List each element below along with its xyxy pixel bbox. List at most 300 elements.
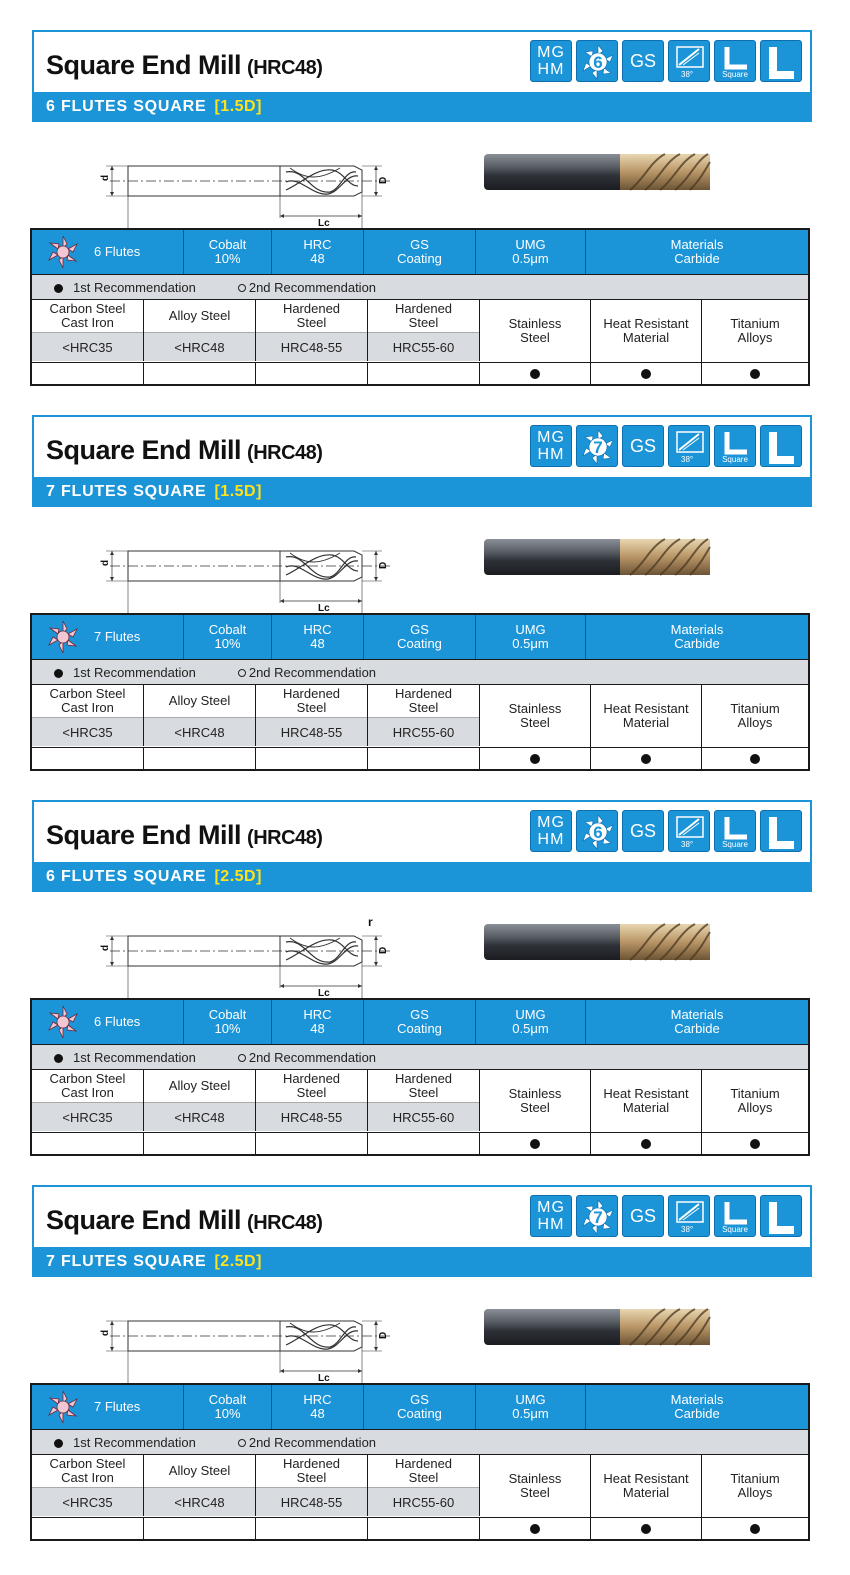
mark-hardened-1: [256, 1518, 368, 1540]
hardened1-label-2: Steel: [296, 1085, 327, 1100]
coating-value: Coating: [397, 636, 442, 651]
length-icon: [760, 810, 802, 852]
hardened2-label-1: Hardened: [394, 301, 453, 316]
cobalt-label: Cobalt: [208, 237, 247, 252]
rec2-label: 2nd Recommendation: [248, 1049, 377, 1065]
recommendation-legend: [32, 659, 808, 685]
stainless-label-1: Stainless: [508, 701, 562, 716]
product-photo: [480, 1303, 715, 1353]
hardened1-label-1: Hardened: [282, 301, 341, 316]
umg-value: 0.5μm: [512, 636, 549, 651]
dim-d: d: [100, 174, 111, 181]
spec-table: [30, 1383, 810, 1541]
titanium-label-1: Titanium: [730, 701, 780, 716]
heat-label-1: Heat Resistant: [603, 316, 689, 331]
mark-heat-resistant: [591, 748, 702, 770]
first-recommendation: [54, 1435, 196, 1450]
alloy-label: Alloy Steel: [168, 308, 231, 323]
square-end-icon: [714, 810, 756, 852]
hardened1-label-1: Hardened: [282, 686, 341, 701]
first-rec-dot-icon: [641, 754, 651, 764]
gs-coating-icon: [622, 1195, 664, 1237]
hrc-label: HRC: [303, 1007, 332, 1022]
title-text: Square End Mill: [46, 820, 242, 850]
hrc-label: HRC: [303, 622, 332, 637]
heat-label-2: Material: [622, 1100, 670, 1115]
mark-carbon: [32, 363, 144, 385]
title-hardness: (HRC48): [247, 1212, 323, 1234]
angle-label: 38°: [681, 840, 694, 849]
feature-icons: [530, 425, 802, 469]
alloy-hrc: <HRC48: [144, 332, 255, 361]
cobalt-cell: [184, 1000, 272, 1044]
second-recommendation: [238, 665, 376, 680]
material-row: [32, 1070, 808, 1132]
material-titanium: [702, 1070, 808, 1132]
technical-drawing: [90, 525, 400, 615]
length-icon: [760, 425, 802, 467]
technical-drawing: [90, 910, 400, 1000]
dim-Lc: Lc: [318, 988, 330, 999]
carbon-hrc: <HRC35: [32, 1102, 143, 1131]
material-titanium: [702, 1455, 808, 1517]
first-recommendation: [54, 280, 196, 295]
material-carbon-steel: [32, 300, 144, 361]
hardened2-label-1: Hardened: [394, 1456, 453, 1471]
second-recommendation: [238, 1435, 376, 1450]
hollow-dot-icon: [238, 1439, 246, 1447]
rec2-label: 2nd Recommendation: [248, 1434, 377, 1450]
stainless-label-1: Stainless: [508, 316, 562, 331]
alloy-hrc: <HRC48: [144, 717, 255, 746]
cobalt-value: 10%: [214, 1021, 241, 1036]
subtitle-text: 7 FLUTES SQUARE: [46, 483, 207, 500]
titanium-label-2: Alloys: [737, 330, 773, 345]
cobalt-value: 10%: [214, 636, 241, 651]
coating-value: Coating: [397, 1021, 442, 1036]
dim-r: r: [368, 915, 373, 929]
first-rec-dot-icon: [641, 369, 651, 379]
hardened2-hrc: HRC55-60: [368, 332, 479, 361]
heat-label-2: Material: [622, 715, 670, 730]
technical-drawing: [90, 1295, 400, 1385]
carbon-hrc: <HRC35: [32, 332, 143, 361]
material-hardened-steel-2: [368, 685, 480, 746]
mark-hardened-2: [368, 1518, 480, 1540]
second-recommendation: [238, 280, 376, 295]
subtitle-bar: [34, 477, 810, 507]
titanium-label-2: Alloys: [737, 1100, 773, 1115]
first-rec-dot-icon: [750, 1139, 760, 1149]
gs-label: GS: [629, 50, 656, 71]
carbon-label-1: Carbon Steel: [49, 1071, 126, 1086]
rec1-label: 1st Recommendation: [73, 664, 196, 680]
flutes-cell: [32, 1000, 184, 1044]
cobalt-cell: [184, 1385, 272, 1429]
hardened2-hrc: HRC55-60: [368, 1487, 479, 1516]
carbon-hrc: <HRC35: [32, 1487, 143, 1516]
mghm-bottom: HM: [537, 831, 565, 848]
square-label: Square: [722, 840, 748, 849]
svg-text:7: 7: [593, 438, 603, 457]
section-header: [32, 30, 812, 122]
material-alloy-steel: [144, 1455, 256, 1516]
material-stainless: [480, 300, 591, 362]
titanium-label-2: Alloys: [737, 1485, 773, 1500]
svg-text:6: 6: [593, 53, 603, 72]
spec-table: [30, 613, 810, 771]
material-stainless: [480, 685, 591, 747]
hrc-cell: [272, 1385, 364, 1429]
first-rec-dot-icon: [530, 754, 540, 764]
filled-dot-icon: [54, 284, 63, 293]
material-alloy-steel: [144, 300, 256, 361]
mark-heat-resistant: [591, 1133, 702, 1155]
umg-label: UMG: [515, 237, 546, 252]
material-row: [32, 685, 808, 747]
subtitle-bar: [34, 92, 810, 122]
cobalt-value: 10%: [214, 251, 241, 266]
rec1-label: 1st Recommendation: [73, 1434, 196, 1450]
spec-table: [30, 228, 810, 386]
material-titanium: [702, 300, 808, 362]
hardened2-label-2: Steel: [408, 700, 439, 715]
umg-label: UMG: [515, 1007, 546, 1022]
spec-header-row: [32, 1000, 808, 1044]
flutes-cell: [32, 230, 184, 274]
hardened2-label-2: Steel: [408, 315, 439, 330]
material-hardened-steel-1: [256, 1070, 368, 1131]
hrc-label: HRC: [303, 1392, 332, 1407]
dim-D: D: [378, 1331, 389, 1339]
flutes-label: 6 Flutes: [94, 1014, 141, 1029]
material-row: [32, 300, 808, 362]
cobalt-cell: [184, 230, 272, 274]
hardened1-label-2: Steel: [296, 1470, 327, 1485]
mghm-bottom: HM: [537, 61, 565, 78]
stainless-label-2: Steel: [520, 330, 550, 345]
helix-angle-icon: [668, 425, 710, 467]
gs-label: GS: [629, 435, 656, 456]
title-hardness: (HRC48): [247, 442, 323, 464]
hardened1-hrc: HRC48-55: [256, 332, 367, 361]
hardened1-label-1: Hardened: [282, 1456, 341, 1471]
heat-label-1: Heat Resistant: [603, 1471, 689, 1486]
material-hardened-steel-1: [256, 1455, 368, 1516]
hollow-dot-icon: [238, 669, 246, 677]
title-hardness: (HRC48): [247, 827, 323, 849]
recommendation-row: [32, 747, 808, 770]
material-hardened-steel-1: [256, 300, 368, 361]
umg-cell: [476, 1000, 586, 1044]
rec1-label: 1st Recommendation: [73, 279, 196, 295]
material-hardened-steel-2: [368, 300, 480, 361]
stainless-label-1: Stainless: [508, 1471, 562, 1486]
square-label: Square: [722, 455, 748, 464]
carbon-label-1: Carbon Steel: [49, 686, 126, 701]
first-rec-dot-icon: [530, 369, 540, 379]
hrc-value: 48: [310, 636, 325, 651]
dim-Lc: Lc: [318, 603, 330, 614]
helix-angle-icon: [668, 810, 710, 852]
hardened2-label-1: Hardened: [394, 1071, 453, 1086]
hardened1-label-2: Steel: [296, 315, 327, 330]
material-carbon-steel: [32, 1070, 144, 1131]
flute-count-icon: [576, 425, 618, 467]
product-section: [0, 1185, 850, 1570]
mark-stainless: [480, 363, 591, 385]
materials-cell: [586, 1000, 808, 1044]
stainless-label-1: Stainless: [508, 1086, 562, 1101]
umg-label: UMG: [515, 622, 546, 637]
material-alloy-steel: [144, 685, 256, 746]
materials-cell: [586, 230, 808, 274]
material-hardened-steel-1: [256, 685, 368, 746]
recommendation-legend: [32, 1429, 808, 1455]
mark-alloy: [144, 363, 256, 385]
umg-cell: [476, 615, 586, 659]
materials-label: Materials: [670, 1392, 724, 1407]
materials-label: Materials: [670, 237, 724, 252]
dim-Lc: Lc: [318, 218, 330, 229]
recommendation-legend: [32, 1044, 808, 1070]
helix-angle-icon: [668, 1195, 710, 1237]
gs-label: GS: [629, 1205, 656, 1226]
flutes-cell: [32, 615, 184, 659]
hrc-cell: [272, 615, 364, 659]
material-carbon-steel: [32, 685, 144, 746]
length-ratio: [2.5D]: [214, 1253, 262, 1270]
dim-d: d: [100, 559, 111, 566]
section-header: [32, 1185, 812, 1277]
subtitle-text: 7 FLUTES SQUARE: [46, 1253, 207, 1270]
alloy-label: Alloy Steel: [168, 1078, 231, 1093]
mark-hardened-1: [256, 363, 368, 385]
coating-label: GS: [410, 1007, 429, 1022]
mghm-top: MG: [537, 1199, 565, 1216]
spec-header-row: [32, 615, 808, 659]
subtitle-bar: [34, 1247, 810, 1277]
mark-hardened-2: [368, 748, 480, 770]
cobalt-cell: [184, 615, 272, 659]
spec-table: [30, 998, 810, 1156]
product-photo: [480, 148, 715, 198]
umg-value: 0.5μm: [512, 1406, 549, 1421]
carbon-label-2: Cast Iron: [61, 315, 114, 330]
mark-stainless: [480, 1518, 591, 1540]
mghm-top: MG: [537, 814, 565, 831]
product-section: [0, 415, 850, 800]
mghm-icon: [530, 40, 572, 82]
material-heat-resistant: [591, 1455, 702, 1517]
mark-carbon: [32, 1518, 144, 1540]
flutes-cross-section-icon: [46, 620, 80, 654]
alloy-hrc: <HRC48: [144, 1487, 255, 1516]
carbon-label-2: Cast Iron: [61, 1085, 114, 1100]
umg-label: UMG: [515, 1392, 546, 1407]
dim-D: D: [378, 561, 389, 569]
feature-icons: [530, 40, 802, 84]
hollow-dot-icon: [238, 284, 246, 292]
titanium-label-1: Titanium: [730, 1086, 780, 1101]
materials-cell: [586, 615, 808, 659]
mark-alloy: [144, 1518, 256, 1540]
hrc-cell: [272, 1000, 364, 1044]
flutes-cell: [32, 1385, 184, 1429]
heat-label-2: Material: [622, 1485, 670, 1500]
svg-text:6: 6: [593, 823, 603, 842]
heat-label-1: Heat Resistant: [603, 1086, 689, 1101]
flutes-cross-section-icon: [46, 1005, 80, 1039]
product-title: [46, 820, 322, 851]
dim-D: D: [378, 946, 389, 954]
feature-icons: [530, 1195, 802, 1239]
mark-carbon: [32, 748, 144, 770]
recommendation-row: [32, 362, 808, 385]
flutes-label: 7 Flutes: [94, 629, 141, 644]
hrc-cell: [272, 230, 364, 274]
carbon-hrc: <HRC35: [32, 717, 143, 746]
materials-value: Carbide: [674, 636, 720, 651]
first-rec-dot-icon: [530, 1524, 540, 1534]
mghm-top: MG: [537, 429, 565, 446]
flutes-label: 7 Flutes: [94, 1399, 141, 1414]
hrc-label: HRC: [303, 237, 332, 252]
title-text: Square End Mill: [46, 435, 242, 465]
product-photo: [480, 918, 715, 968]
mark-stainless: [480, 748, 591, 770]
hardened1-label-2: Steel: [296, 700, 327, 715]
length-ratio: [1.5D]: [214, 483, 262, 500]
gs-coating-icon: [622, 40, 664, 82]
title-text: Square End Mill: [46, 50, 242, 80]
mark-titanium: [702, 748, 808, 770]
materials-cell: [586, 1385, 808, 1429]
alloy-label: Alloy Steel: [168, 1463, 231, 1478]
flute-count-icon: [576, 1195, 618, 1237]
square-label: Square: [722, 70, 748, 79]
first-recommendation: [54, 1050, 196, 1065]
mghm-icon: [530, 810, 572, 852]
umg-value: 0.5μm: [512, 1021, 549, 1036]
rec2-label: 2nd Recommendation: [248, 664, 377, 680]
coating-cell: [364, 230, 476, 274]
carbon-label-1: Carbon Steel: [49, 301, 126, 316]
helix-angle-icon: [668, 40, 710, 82]
section-header: [32, 415, 812, 507]
product-section: [0, 800, 850, 1185]
mghm-icon: [530, 425, 572, 467]
titanium-label-2: Alloys: [737, 715, 773, 730]
materials-label: Materials: [670, 1007, 724, 1022]
filled-dot-icon: [54, 1054, 63, 1063]
heat-label-2: Material: [622, 330, 670, 345]
hrc-value: 48: [310, 1406, 325, 1421]
square-end-icon: [714, 425, 756, 467]
first-recommendation: [54, 665, 196, 680]
hardened2-label-2: Steel: [408, 1085, 439, 1100]
material-alloy-steel: [144, 1070, 256, 1131]
material-stainless: [480, 1455, 591, 1517]
product-title: [46, 50, 322, 81]
coating-cell: [364, 1385, 476, 1429]
mghm-bottom: HM: [537, 1216, 565, 1233]
hardened1-hrc: HRC48-55: [256, 1102, 367, 1131]
mark-heat-resistant: [591, 1518, 702, 1540]
hardened2-label-1: Hardened: [394, 686, 453, 701]
hrc-value: 48: [310, 251, 325, 266]
coating-label: GS: [410, 1392, 429, 1407]
coating-label: GS: [410, 622, 429, 637]
heat-label-1: Heat Resistant: [603, 701, 689, 716]
spec-header-row: [32, 1385, 808, 1429]
length-ratio: [2.5D]: [214, 868, 262, 885]
umg-value: 0.5μm: [512, 251, 549, 266]
angle-label: 38°: [681, 70, 694, 79]
flutes-cross-section-icon: [46, 1390, 80, 1424]
hardened2-hrc: HRC55-60: [368, 1102, 479, 1131]
coating-value: Coating: [397, 1406, 442, 1421]
flute-count-icon: [576, 810, 618, 852]
gs-coating-icon: [622, 810, 664, 852]
materials-value: Carbide: [674, 251, 720, 266]
gs-label: GS: [629, 820, 656, 841]
subtitle-text: 6 FLUTES SQUARE: [46, 868, 207, 885]
title-hardness: (HRC48): [247, 57, 323, 79]
hollow-dot-icon: [238, 1054, 246, 1062]
cobalt-label: Cobalt: [208, 1392, 247, 1407]
coating-value: Coating: [397, 251, 442, 266]
angle-label: 38°: [681, 455, 694, 464]
stainless-label-2: Steel: [520, 1485, 550, 1500]
material-row: [32, 1455, 808, 1517]
mark-titanium: [702, 363, 808, 385]
cobalt-label: Cobalt: [208, 622, 247, 637]
first-rec-dot-icon: [750, 754, 760, 764]
rec2-label: 2nd Recommendation: [248, 279, 377, 295]
first-rec-dot-icon: [750, 369, 760, 379]
umg-cell: [476, 230, 586, 274]
hardened1-hrc: HRC48-55: [256, 717, 367, 746]
mark-stainless: [480, 1133, 591, 1155]
material-carbon-steel: [32, 1455, 144, 1516]
material-heat-resistant: [591, 1070, 702, 1132]
gs-coating-icon: [622, 425, 664, 467]
materials-value: Carbide: [674, 1021, 720, 1036]
square-label: Square: [722, 1225, 748, 1234]
filled-dot-icon: [54, 1439, 63, 1448]
subtitle-text: 6 FLUTES SQUARE: [46, 98, 207, 115]
carbon-label-2: Cast Iron: [61, 1470, 114, 1485]
mghm-top: MG: [537, 44, 565, 61]
cobalt-value: 10%: [214, 1406, 241, 1421]
hrc-value: 48: [310, 1021, 325, 1036]
titanium-label-1: Titanium: [730, 1471, 780, 1486]
spec-header-row: [32, 230, 808, 274]
dim-d: d: [100, 1329, 111, 1336]
product-section: [0, 30, 850, 415]
stainless-label-2: Steel: [520, 1100, 550, 1115]
mark-alloy: [144, 1133, 256, 1155]
mark-heat-resistant: [591, 363, 702, 385]
subtitle-bar: [34, 862, 810, 892]
section-header: [32, 800, 812, 892]
recommendation-row: [32, 1517, 808, 1540]
alloy-label: Alloy Steel: [168, 693, 231, 708]
svg-text:7: 7: [593, 1208, 603, 1227]
angle-label: 38°: [681, 1225, 694, 1234]
titanium-label-1: Titanium: [730, 316, 780, 331]
